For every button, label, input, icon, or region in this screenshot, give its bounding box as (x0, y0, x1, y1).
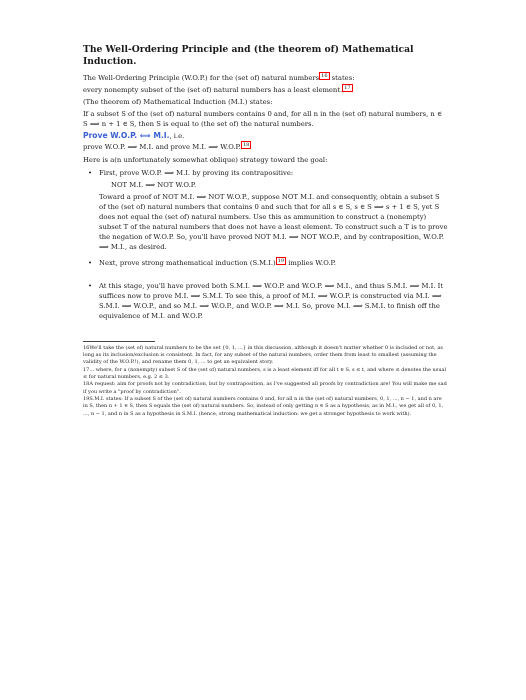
document-title: The Well-Ordering Principle and (the theorem of) Mathematical Induction. (83, 44, 414, 67)
footnote-17: 17... where, for a (nonempty) subset S of the (set of) natural numbers, s is a least element iff for all t ∈ S, s ≤ t, and where ≤ denotes the usual ≤ for natural numbers, e.g. 2 ≤ 3. (83, 366, 447, 381)
bullet-icon: • (88, 168, 93, 177)
footnote-18: 18A request: aim for proofs not by contradiction, but by contraposition, as I've suggested all proofs by contradiction are! You will make me sad if you write a "proof by contradiction". (83, 381, 447, 395)
wop-statement (83, 85, 448, 95)
footnote-16: 16We'll take the (set of) natural numbers to be the set {0, 1, ...} in this discussion, although it doesn't matter whether 0 is included or not, as long as its inclusion/exclusion is consistent. In fact, for any subset of the natural numbers, order them from least to smallest (assuming the validity of the W.O.P.!), and rename them 0, 1, ... to get an equivalent story. (83, 344, 443, 366)
prove-equivalence-ie: , i.e. (169, 132, 185, 141)
bullet-next-text-b: implies W.O.P. (286, 259, 336, 268)
prove-both-directions (83, 142, 448, 152)
bullet-next-text-a: Next, prove strong mathematical induction (S.M.I.) (99, 259, 276, 268)
footnote-ref-18[interactable]: 18 (242, 142, 250, 149)
strategy-intro: Here is a(n unfortunately somewhat oblique) strategy toward the goal: (83, 155, 328, 164)
contrapositive-formula: NOT M.I. ⟹ NOT W.O.P. (111, 180, 197, 189)
wop-intro-paragraph (83, 73, 448, 83)
bullet-first-body: Toward a proof of NOT M.I. ⟹ NOT W.O.P., suppose NOT M.I. and consequently, obtain a subset S of the (set of) natural numbers that contains 0 and such that for all s ∈ S, s ∈ S ⟹ s + 1 ∈ S, yet S does not equal the (set of) natural numbers. Use this as ammunition to construct a (nonempty) subset T of the natural numbers that does not have a least element. To construct such a T is to prove the negation of W.O.P. So, you'll have proved NOT M.I. ⟹ NOT W.O.P., and by contraposition, W.O.P. ⟹ M.I., as desired. (99, 192, 448, 252)
document-page (83, 44, 448, 418)
bullet-item-first (83, 168, 448, 255)
prove-equivalence-heading-text: Prove W.O.P. ⟺ M.I. (83, 131, 170, 141)
bullet-next-text (99, 258, 448, 268)
bullet-first-head: First, prove W.O.P. ⟹ M.I. by proving its contrapositive: (99, 168, 294, 177)
bullet-item-next (83, 258, 448, 270)
footnote-ref-19[interactable]: 19 (277, 258, 285, 265)
bullet-stage-text: At this stage, you'll have proved both S.M.I. ⟹ W.O.P. and W.O.P. ⟹ M.I., and thus S.M.I. ⟹ M.I. It suffices now to prove M.I. ⟹ S.M.I. To see this, a proof of M.I. ⟹ W.O.P. is constructed via M.I. ⟹ S.M.I. ⟹ W.O.P., and so M.I. ⟹ W.O.P., and W.O.P. ⟹ M.I. So, prove M.I. ⟹ S.M.I. to finish off the equivalence of M.I. and W.O.P. (99, 281, 444, 320)
footnote-ref-16[interactable]: 16 (321, 72, 328, 79)
mi-statement: If a subset S of the (set of) natural numbers contains 0 and, for all n in the (set of) natural numbers, n ∈ S ⟹ n + 1 ∈ S, then S is equal to (the set of) the natural numbers. (83, 110, 443, 129)
bullet-icon: • (88, 259, 93, 268)
footnote-divider (83, 341, 155, 342)
mi-intro-paragraph: (The theorem of) Mathematical Induction (M.I.) states: (83, 98, 273, 107)
wop-intro-text: The Well-Ordering Principle (W.O.P.) for the (set of) natural numbers (83, 74, 320, 82)
wop-statement-text: every nonempty subset of the (set of) natural numbers has a least element. (83, 86, 343, 95)
prove-equivalence-heading (83, 131, 448, 140)
bullet-item-stage (83, 281, 448, 323)
wop-intro-states: states: (329, 74, 355, 82)
prove-both-directions-text: prove W.O.P. ⟹ M.I. and prove M.I. ⟹ W.O.P. (83, 143, 241, 152)
bullet-icon: • (88, 281, 93, 290)
footnote-ref-17[interactable]: 17 (344, 84, 351, 91)
footnote-19: 19S.M.I. states: If a subset S of the (set of) natural numbers contains 0 and, for all n in the (set of) natural numbers, 0, 1, ..., n − 1, and n are in S, then n + 1 ∈ S, then S equals the (set of) natural numbers. So, instead of only getting n ∈ S as a hypothesis, as in M.I., we get all of 0, 1, ..., n − 1, and n in S as a hypothesis in S.M.I. (hence, strong mathematical induction: we get a stronger hypothesis to work with). (83, 395, 444, 417)
